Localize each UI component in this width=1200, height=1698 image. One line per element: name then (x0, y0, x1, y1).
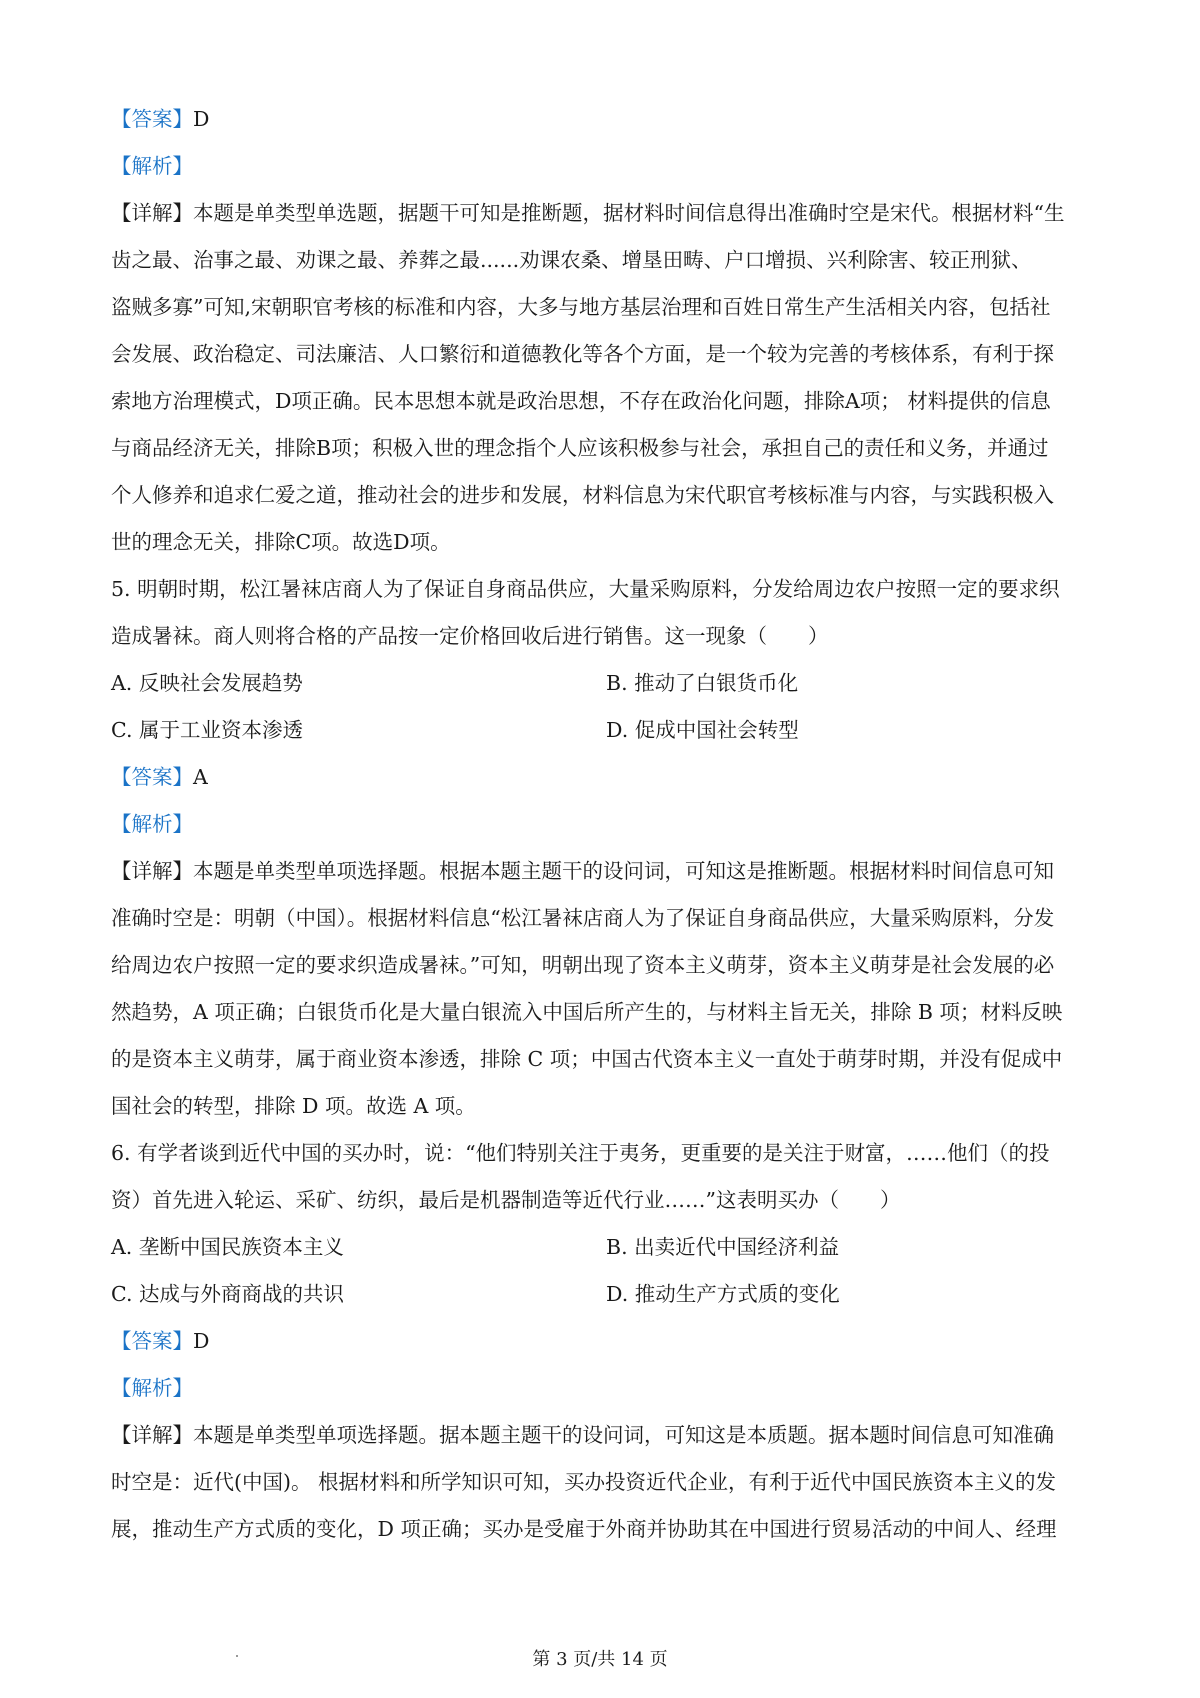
question-stem-line: 6. 有学者谈到近代中国的买办时，说：“他们特别关注于夷务，更重要的是关注于财富，……他们（的投 (111, 1141, 1050, 1165)
detail-line (111, 472, 1101, 519)
detail-paragraph (111, 190, 1101, 566)
detail-line (111, 1506, 1101, 1553)
answer-value: D (193, 1329, 210, 1353)
analysis-label: 【解析】 (111, 1376, 193, 1400)
option-row (111, 1271, 1101, 1318)
detail-line (111, 237, 1101, 284)
detail-text: 盗贼多寡”可知,宋朝职官考核的标准和内容，大多与地方基层治理和百姓日常生产生活相关内容，包括社 (111, 295, 1051, 319)
option-d: D. 促成中国社会转型 (606, 718, 799, 742)
detail-line (111, 425, 1101, 472)
page-footer: 第 3 页/共 14 页 (532, 1649, 668, 1670)
analysis-line (111, 143, 1101, 190)
detail-text: 展，推动生产方式质的变化，D 项正确；买办是受雇于外商并协助其在中国进行贸易活动的中间人、经理 (111, 1517, 1057, 1541)
detail-text: 会发展、政治稳定、司法廉洁、人口繁衍和道德教化等各个方面，是一个较为完善的考核体系，有利于探 (111, 342, 1054, 366)
question-block (111, 566, 1101, 754)
detail-text: 本题是单类型单选题，据题干可知是推断题，据材料时间信息得出准确时空是宋代。根据材料“生 (193, 201, 1065, 225)
question-stem-line: 5. 明朝时期，松江暑袜店商人为了保证自身商品供应，大量采购原料，分发给周边农户按照一定的要求织 (111, 577, 1060, 601)
detail-line (111, 331, 1101, 378)
answer-label: 【答案】 (111, 107, 193, 131)
detail-paragraph (111, 848, 1101, 1130)
analysis-line (111, 1365, 1101, 1412)
answer-value: A (193, 765, 208, 789)
detail-text: 准确时空是：明朝（中国）。根据材料信息“松江暑袜店商人为了保证自身商品供应，大量采购原料，分发 (111, 906, 1055, 930)
detail-line (111, 1083, 1101, 1130)
detail-line (111, 519, 1101, 566)
option-b: B. 出卖近代中国经济利益 (606, 1235, 840, 1259)
detail-line (111, 1036, 1101, 1083)
answer-line (111, 754, 1101, 801)
detail-label: 【详解】 (111, 201, 193, 225)
detail-text: 个人修养和追求仁爱之道，推动社会的进步和发展，材料信息为宋代职官考核标准与内容，与实践积极入 (111, 483, 1054, 507)
detail-text: 与商品经济无关，排除B项；积极入世的理念指个人应该积极参与社会，承担自己的责任和义务，并通过 (111, 436, 1049, 460)
detail-paragraph (111, 1412, 1101, 1553)
detail-line (111, 190, 1101, 237)
question-stem-line: 造成暑袜。商人则将合格的产品按一定价格回收后进行销售。这一现象（ ） (111, 624, 829, 648)
detail-text: 给周边农户按照一定的要求织造成暑袜。”可知，明朝出现了资本主义萌芽，资本主义萌芽是社会发展的必 (111, 953, 1055, 977)
detail-text: 索地方治理模式，D项正确。民本思想本就是政治思想，不存在政治化问题，排除A项； 材料提供的信息 (111, 389, 1051, 413)
question-stem-line: 资）首先进入轮运、采矿、纺织，最后是机器制造等近代行业……”这表明买办（ ） (111, 1188, 901, 1212)
detail-text: 然趋势，A 项正确；白银货币化是大量白银流入中国后所产生的，与材料主旨无关，排除 B 项；材料反映 (111, 1000, 1063, 1024)
option-b: B. 推动了白银货币化 (606, 671, 799, 695)
detail-line (111, 989, 1101, 1036)
option-row (111, 1224, 1101, 1271)
detail-text: 国社会的转型，排除 D 项。故选 A 项。 (111, 1094, 476, 1118)
question-block (111, 1130, 1101, 1318)
answer-line (111, 96, 1101, 143)
detail-line (111, 378, 1101, 425)
detail-line (111, 942, 1101, 989)
detail-line (111, 1412, 1101, 1459)
detail-text: 齿之最、治事之最、劝课之最、养葬之最......劝课农桑、增垦田畴、户口增损、兴利除害、较正刑狱、 (111, 248, 1032, 272)
answer-label: 【答案】 (111, 765, 193, 789)
answer-value: D (193, 107, 210, 131)
option-a: A. 垄断中国民族资本主义 (111, 1235, 344, 1259)
detail-text: 的是资本主义萌芽，属于商业资本渗透，排除 C 项；中国古代资本主义一直处于萌芽时期，并没有促成中 (111, 1047, 1063, 1071)
option-c: C. 达成与外商商战的共识 (111, 1282, 344, 1306)
detail-text: 时空是：近代(中国)。 根据材料和所学知识可知，买办投资近代企业，有利于近代中国民族资本主义的发 (111, 1470, 1057, 1494)
option-d: D. 推动生产方式质的变化 (606, 1282, 840, 1306)
detail-line (111, 284, 1101, 331)
answer-label: 【答案】 (111, 1329, 193, 1353)
detail-label: 【详解】 (111, 859, 193, 883)
detail-line (111, 895, 1101, 942)
analysis-label: 【解析】 (111, 154, 193, 178)
answer-line (111, 1318, 1101, 1365)
page-content (111, 96, 1101, 1553)
option-c: C. 属于工业资本渗透 (111, 718, 303, 742)
detail-label: 【详解】 (111, 1423, 193, 1447)
detail-text: 本题是单类型单项选择题。根据本题主题干的设问词，可知这是推断题。根据材料时间信息可知 (193, 859, 1054, 883)
option-row (111, 707, 1101, 754)
option-a: A. 反映社会发展趋势 (111, 671, 303, 695)
detail-text: 本题是单类型单项选择题。据本题主题干的设问词，可知这是本质题。据本题时间信息可知准确 (193, 1423, 1054, 1447)
detail-text: 世的理念无关，排除C项。故选D项。 (111, 530, 451, 554)
analysis-label: 【解析】 (111, 812, 193, 836)
option-row (111, 660, 1101, 707)
detail-line (111, 1459, 1101, 1506)
detail-line (111, 848, 1101, 895)
analysis-line (111, 801, 1101, 848)
